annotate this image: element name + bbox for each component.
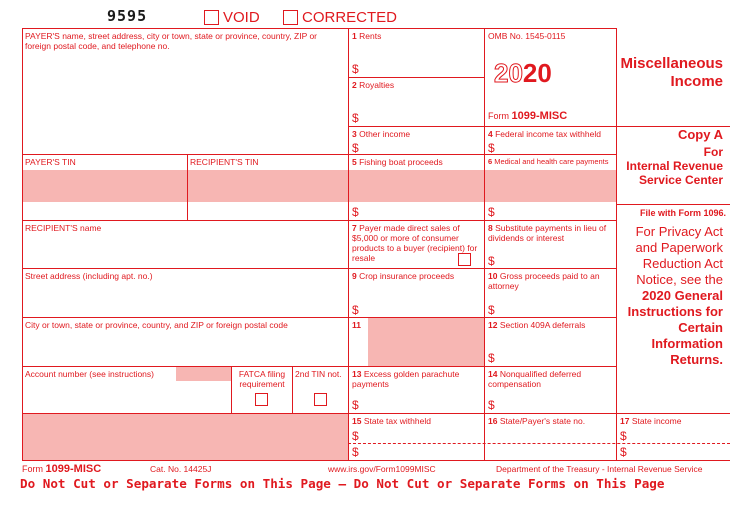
box7-checkbox[interactable] [458, 253, 471, 266]
box6-shade [484, 170, 616, 202]
corrected-checkbox[interactable] [283, 10, 298, 25]
void-checkbox[interactable] [204, 10, 219, 25]
box15-dollar-2: $ [352, 445, 359, 459]
box5-label: 5 Fishing boat proceeds [352, 157, 443, 167]
box12-label: 12 Section 409A deferrals [488, 320, 586, 330]
box11-shade [368, 317, 484, 366]
box4-label: 4 Federal income tax withheld [488, 129, 601, 139]
footer-cat-no: Cat. No. 14425J [150, 464, 212, 474]
box8-dollar: $ [488, 254, 495, 268]
box2-dollar: $ [352, 111, 359, 125]
file-with: File with Form 1096. [639, 208, 726, 218]
footer-department: Department of the Treasury - Internal Revenue Service [496, 464, 703, 474]
tax-year: 2020 [494, 58, 552, 88]
box3-label: 3 Other income [352, 129, 411, 139]
box17-dollar-1: $ [620, 429, 627, 443]
fatca-label: FATCA filing requirement [238, 369, 286, 389]
street-address-label: Street address (including apt. no.) [25, 271, 153, 281]
second-tin-checkbox[interactable] [314, 393, 327, 406]
box12-dollar: $ [488, 351, 495, 365]
box15-label: 15 State tax withheld [352, 416, 431, 426]
fatca-checkbox[interactable] [255, 393, 268, 406]
privacy-notice: For Privacy Act and Paperwork Reduction Act Notice, see the 2020 General Instructions for Certain Information Returns. [627, 224, 723, 367]
box16-label: 16 State/Payer's state no. [488, 416, 586, 426]
box15-dollar-1: $ [352, 429, 359, 443]
box17-dollar-2: $ [620, 445, 627, 459]
account-shade [176, 366, 231, 381]
box14-dollar: $ [488, 398, 495, 412]
box11-label: 11 [352, 320, 361, 330]
recipient-name-label: RECIPIENT'S name [25, 223, 102, 233]
void-label: VOID [223, 9, 260, 26]
recipient-tin-label: RECIPIENT'S TIN [190, 157, 259, 167]
copy-label: Copy A [677, 127, 723, 142]
box14-label: 14 Nonqualified deferred compensation [488, 369, 582, 389]
account-number-label: Account number (see instructions) [25, 369, 154, 379]
second-tin-label: 2nd TIN not. [295, 369, 342, 379]
box1-dollar: $ [352, 62, 359, 76]
irs-center: For Internal Revenue Service Center [626, 145, 723, 187]
box1-label: 1 Rents [352, 31, 382, 41]
box9-label: 9 Crop insurance proceeds [352, 271, 455, 281]
box10-dollar: $ [488, 303, 495, 317]
box6-label: 6 Medical and health care payments [488, 157, 609, 166]
box5-shade [348, 170, 484, 202]
box7-label: 7 Payer made direct sales of $5,000 or more of consumer products to a buyer (recipient) for resale [352, 223, 478, 263]
form-title: Miscellaneous Income [620, 55, 723, 90]
state-left-shade [22, 413, 348, 460]
omb-number: OMB No. 1545-0115 [488, 31, 566, 41]
do-not-cut-banner: Do Not Cut or Separate Forms on This Page — Do Not Cut or Separate Forms on This Page [20, 476, 665, 491]
payer-tin-label: PAYER'S TIN [25, 157, 76, 167]
box5-dollar: $ [352, 205, 359, 219]
box6-dollar: $ [488, 205, 495, 219]
box2-label: 2 Royalties [352, 80, 395, 90]
box3-dollar: $ [352, 141, 359, 155]
recipient-tin-shade [187, 170, 348, 202]
box4-dollar: $ [488, 141, 495, 155]
box17-label: 17 State income [620, 416, 682, 426]
corrected-label: CORRECTED [302, 9, 398, 26]
box9-dollar: $ [352, 303, 359, 317]
form-code: 9595 [107, 7, 148, 25]
box13-label: 13 Excess golden parachute payments [352, 369, 460, 389]
omb-form-name: Form 1099-MISC [488, 110, 568, 122]
box13-dollar: $ [352, 398, 359, 412]
box10-label: 10 Gross proceeds paid to an attorney [488, 271, 600, 291]
payer-tin-shade [22, 170, 187, 202]
payer-name-label: PAYER'S name, street address, city or town, state or province, country, ZIP or foreign postal code, and telephone no. [25, 31, 318, 51]
box8-label: 8 Substitute payments in lieu of dividends or interest [488, 223, 607, 243]
city-label: City or town, state or province, country, and ZIP or foreign postal code [25, 320, 288, 330]
footer-url: www.irs.gov/Form1099MISC [328, 464, 436, 474]
footer-form-name: Form 1099-MISC [22, 463, 102, 475]
